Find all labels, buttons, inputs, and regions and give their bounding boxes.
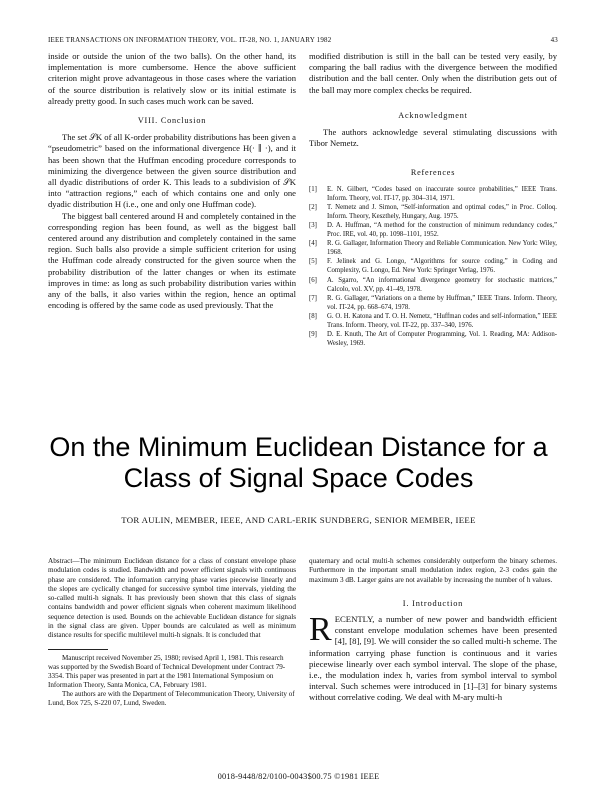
abstract-left-block (48, 557, 296, 708)
article-authors: TOR AULIN, MEMBER, IEEE, AND CARL-ERIK SUNDBERG, SENIOR MEMBER, IEEE (121, 515, 476, 525)
running-header (48, 36, 558, 44)
reference-item: [6] A. Sgarro, “An informational divergence geometry for stochastic matrices,” Calcolo, vol. XV, pp. 41–49, 1978. (309, 276, 557, 293)
conclusion-heading: VIII. Conclusion (137, 116, 207, 126)
page-number: 43 (550, 36, 558, 44)
footnote-affiliation: The authors are with the Department of Telecommunication Theory, University of Lund, Box 725, S-220 07, Lund, Sweden. (48, 690, 295, 708)
article-title (0, 432, 597, 494)
introduction-paragraph (309, 610, 557, 704)
reference-item: [4] R. G. Gallager, Information Theory and Reliable Communication. New York: Wiley, 1968. (309, 240, 557, 257)
reference-item: [7] R. G. Gallager, “Variations on a theme by Huffman,” IEEE Trans. Inform. Theory, vol. IT-24, pp. 668–674, 1978. (309, 294, 557, 311)
right-continuation-text: modified distribution is still in the ball can be tested very easily, by comparing the ball radius with the divergence between the modified distribution and the ball center. Only when the distribution gets out of the ball may more complex checks be required. (309, 51, 557, 95)
left-column (48, 51, 296, 311)
abstract-text-right: quaternary and octal multi-h schemes considerably outperform the binary schemes. Furthermore in the important small modulation index region, 2-3 codes gain the maximum 3 dB. Larger gains are not available by increasing the number of h values. (309, 557, 557, 584)
reference-item: [5] F. Jelinek and G. Longo, “Algorithms for source coding,” in Coding and Complexity, G. Longo, Ed. New York: Springer Verlag, 1976. (309, 258, 557, 275)
reference-item: [2] T. Nemetz and J. Simon, “Self-information and optimal codes,” in Proc. Colloq. Inform. Theory, Keszthely, Hungary, Aug. 1975. (309, 203, 557, 220)
reference-item: [3] D. A. Huffman, “A method for the construction of minimum redundancy codes,” Proc. IRE, vol. 40, pp. 1098–1101, 1952. (309, 222, 557, 239)
abstract-right-block (309, 557, 557, 704)
footnote-manuscript: Manuscript received November 25, 1980; revised April 1, 1981. This research was supported by the Swedish Board of Technical Development under Contract 79-3354. This paper was presented in part at the 1981 International Symposium on Information Theory, Santa Monica, CA, February 1981. (48, 653, 286, 689)
introduction-heading: I. Introduction (402, 598, 464, 608)
reference-list (309, 185, 557, 349)
references-heading: References (410, 168, 456, 178)
journal-line: IEEE TRANSACTIONS ON INFORMATION THEORY, VOL. IT-28, NO. 1, JANUARY 1982 (48, 36, 332, 44)
copyright-footer: 0018-9448/82/0100-0043$00.75 ©1981 IEEE (217, 772, 380, 781)
article-title-line-1: On the Minimum Euclidean Distance for a (49, 432, 548, 462)
acknowledgment-heading: Acknowledgment (398, 110, 468, 120)
right-column (309, 51, 557, 348)
drop-cap: R (309, 610, 332, 648)
conclusion-paragraph-1: The set 𝒮K of all K-order probability distributions has been given a “pseudometric” based on the informational divergence H(· ∥ ·), and it has been shown that the Huffman encoding procedure corresponds to minimizing the divergence between the given source distribution and all dyadic distributions of order K. This leads to a subdivision of 𝒮K into “attraction regions,” each of which contains one and only one dyadic distribution H (i.e., one and only one Huffman code). (48, 132, 296, 210)
conclusion-paragraph-2: The biggest ball centered around H and completely contained in the corresponding region has been found, as well as the biggest ball centered around any distribution and completely contained in the same region. Such balls also provide a simple sufficient criterion for using the Huffman code already constructed for the given source when the probability distribution of the latter changes or when its estimate improves in time: as long as such probability distribution varies within any of the balls, it also varies within the region, hence an optimal encoding is offered by the same code as used previously. That the (48, 210, 296, 311)
left-continuation-text: inside or outside the union of the two balls). On the other hand, its implementation is more cumbersome. Hence the above sufficient criterion might prove advantageous in those cases where the variation of the source distribution is relatively slow or its initial estimate is already pretty good. In such cases much work can be saved. (48, 51, 296, 106)
reference-item: [1] E. N. Gilbert, “Codes based on inaccurate source probabilities,” IEEE Trans. Inform. Theory, vol. IT-17, pp. 304–314, 1971. (309, 185, 557, 202)
introduction-text: ECENTLY, a number of new power and bandwidth efficient constant envelope modulation schemes have been presented [4], [8], [9]. We will consider the so called multi-h scheme. The information carrying phase function is continuous and it varies piecewise linearly over each symbol interval. The slope of the phase, i.e., the modulation index h, varies from symbol interval to symbol interval. Such schemes were introduced in [1]–[3] for binary systems without correlative coding. We deal with M-ary multi-h (309, 613, 557, 703)
abstract-text-left: Abstract—The minimum Euclidean distance for a class of constant envelope phase modulation codes is studied. Bandwidth and power efficient signals with continuous phase are considered. The information carrying phase varies piecewise linearly and the slopes are cyclically changed for successive symbol time intervals, yielding the so-called multi-h signals. It has previously been shown that this class of signals contains bandwidth and power efficient signals when coherent maximum likelihood sequence detection is used. Bounds on the achievable Euclidean distance for signals in the signal class are given. Upper bounds are calculated as well as minimum distance results for specific multilevel multi-h signals. It is concluded that (48, 557, 296, 640)
footnote-divider (48, 649, 108, 650)
reference-item: [8] G. O. H. Katona and T. O. H. Nemetz, “Huffman codes and self-information,” IEEE Trans. Inform. Theory, vol. IT-22, pp. 337–340, 1976. (309, 312, 557, 330)
article-title-line-2: Class of Signal Space Codes (123, 463, 474, 493)
acknowledgment-text: The authors acknowledge several stimulating discussions with Tibor Nemetz. (309, 127, 557, 149)
reference-item: [9] D. E. Knuth, The Art of Computer Programming, Vol. 1. Reading, MA: Addison-Wesley, 1969. (309, 331, 557, 348)
